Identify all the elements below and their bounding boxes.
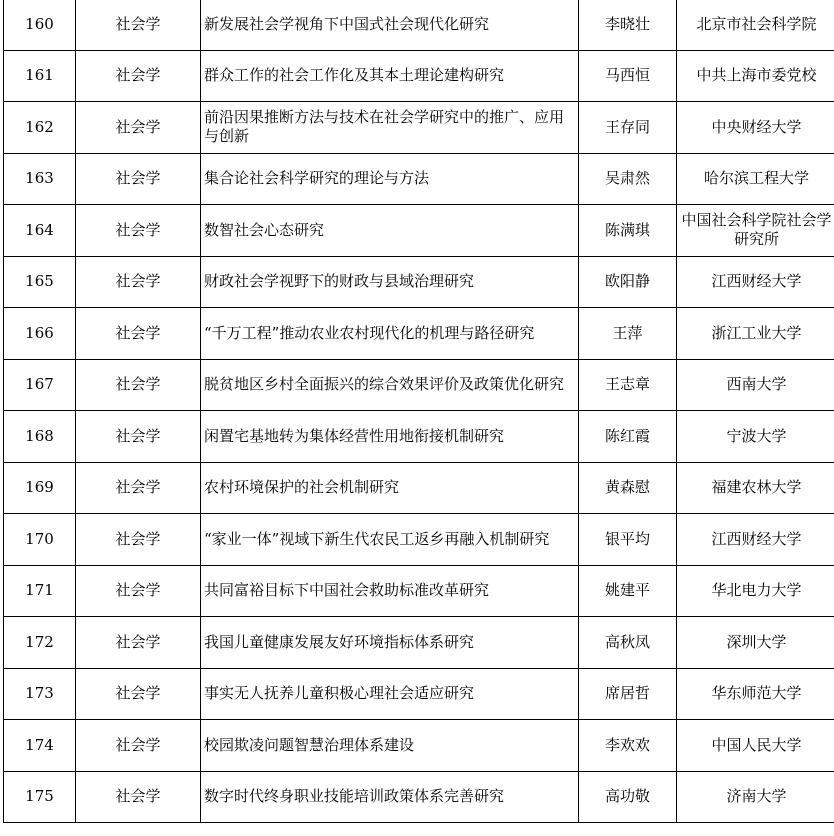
principal-investigator: 吴肃然 [604, 169, 650, 188]
discipline-cell [76, 359, 201, 411]
project-title-cell [201, 668, 579, 720]
discipline: 社会学 [115, 735, 161, 754]
institution-cell [677, 50, 834, 102]
institution-cell [677, 205, 834, 257]
row-number-cell [4, 771, 76, 823]
project-title: 新发展社会学视角下中国式社会现代化研究 [204, 14, 490, 33]
discipline-cell [76, 462, 201, 514]
project-title: 共同富裕目标下中国社会救助标准改革研究 [204, 581, 490, 600]
row-number: 164 [25, 220, 54, 239]
project-title: 群众工作的社会工作化及其本土理论建构研究 [204, 66, 505, 85]
principal-investigator: 王萍 [612, 323, 643, 342]
institution-cell [677, 0, 834, 50]
row-number: 168 [25, 426, 54, 445]
principal-investigator: 李晓壮 [604, 14, 650, 33]
principal-investigator-cell [579, 308, 677, 360]
project-title: 事实无人抚养儿童积极心理社会适应研究 [204, 684, 475, 703]
institution-cell [677, 668, 834, 720]
institution: 北京市社会科学院 [696, 14, 817, 33]
table-row [4, 308, 834, 360]
discipline-cell [76, 720, 201, 772]
institution-cell [677, 308, 834, 360]
row-number: 165 [25, 272, 54, 291]
table-row [4, 462, 834, 514]
principal-investigator: 欧阳静 [604, 272, 650, 291]
discipline: 社会学 [115, 272, 161, 291]
discipline: 社会学 [115, 169, 161, 188]
row-number: 166 [25, 323, 54, 342]
row-number-cell [4, 514, 76, 566]
institution: 哈尔滨工程大学 [703, 169, 809, 188]
institution-cell [677, 720, 834, 772]
row-number: 162 [25, 117, 54, 136]
institution-cell [677, 462, 834, 514]
row-number-cell [4, 50, 76, 102]
discipline-cell [76, 617, 201, 669]
table-row [4, 153, 834, 205]
principal-investigator: 陈满琪 [604, 220, 650, 239]
institution-cell [677, 153, 834, 205]
row-number: 161 [25, 66, 54, 85]
discipline: 社会学 [115, 787, 161, 806]
discipline-cell [76, 205, 201, 257]
principal-investigator-cell [579, 102, 677, 154]
principal-investigator-cell [579, 205, 677, 257]
row-number-cell [4, 0, 76, 50]
institution-cell [677, 102, 834, 154]
institution-cell [677, 411, 834, 463]
discipline-cell [76, 153, 201, 205]
institution: 济南大学 [726, 787, 787, 806]
principal-investigator-cell [579, 514, 677, 566]
principal-investigator: 王志章 [604, 375, 650, 394]
table-body [4, 0, 834, 823]
project-title-cell [201, 565, 579, 617]
row-number-cell [4, 462, 76, 514]
principal-investigator: 席居哲 [604, 684, 650, 703]
principal-investigator: 高功敬 [604, 787, 650, 806]
project-title: “千万工程”推动农业农村现代化的机理与路径研究 [204, 323, 535, 342]
table-row [4, 720, 834, 772]
project-title: 闲置宅基地转为集体经营性用地衔接机制研究 [204, 426, 505, 445]
principal-investigator: 马西恒 [604, 66, 650, 85]
principal-investigator-cell [579, 771, 677, 823]
row-number-cell [4, 565, 76, 617]
institution: 中国社会科学院社会学研究所 [681, 211, 832, 249]
project-title-cell [201, 771, 579, 823]
project-title: 数智社会心态研究 [204, 220, 325, 239]
discipline-cell [76, 565, 201, 617]
institution: 福建农林大学 [711, 478, 802, 497]
principal-investigator-cell [579, 153, 677, 205]
principal-investigator-cell [579, 668, 677, 720]
institution-cell [677, 565, 834, 617]
project-title-cell [201, 720, 579, 772]
principal-investigator-cell [579, 256, 677, 308]
table-row [4, 0, 834, 50]
row-number: 160 [25, 14, 54, 33]
project-title-cell [201, 462, 579, 514]
institution: 宁波大学 [726, 426, 787, 445]
project-title-cell [201, 153, 579, 205]
discipline: 社会学 [115, 66, 161, 85]
principal-investigator: 高秋凤 [604, 632, 650, 651]
row-number-cell [4, 411, 76, 463]
institution-cell [677, 771, 834, 823]
institution: 中央财经大学 [711, 117, 802, 136]
discipline: 社会学 [115, 220, 161, 239]
discipline-cell [76, 256, 201, 308]
project-title-cell [201, 514, 579, 566]
row-number-cell [4, 359, 76, 411]
project-title-cell [201, 102, 579, 154]
row-number: 174 [25, 735, 54, 754]
table-row [4, 102, 834, 154]
row-number: 171 [25, 581, 54, 600]
institution: 华北电力大学 [711, 581, 802, 600]
project-title-cell [201, 617, 579, 669]
institution: 深圳大学 [726, 632, 787, 651]
row-number-cell [4, 617, 76, 669]
table-row [4, 668, 834, 720]
discipline: 社会学 [115, 14, 161, 33]
row-number-cell [4, 720, 76, 772]
row-number-cell [4, 308, 76, 360]
discipline: 社会学 [115, 684, 161, 703]
principal-investigator-cell [579, 0, 677, 50]
principal-investigator: 黄森慰 [604, 478, 650, 497]
discipline-cell [76, 514, 201, 566]
discipline: 社会学 [115, 581, 161, 600]
project-title: 农村环境保护的社会机制研究 [204, 478, 400, 497]
row-number: 163 [25, 169, 54, 188]
table-row [4, 617, 834, 669]
discipline-cell [76, 668, 201, 720]
discipline-cell [76, 50, 201, 102]
discipline-cell [76, 0, 201, 50]
principal-investigator-cell [579, 50, 677, 102]
project-title: 脱贫地区乡村全面振兴的综合效果评价及政策优化研究 [204, 375, 565, 394]
project-title-cell [201, 256, 579, 308]
institution: 浙江工业大学 [711, 323, 802, 342]
institution: 华东师范大学 [711, 684, 802, 703]
discipline: 社会学 [115, 117, 161, 136]
institution-cell [677, 514, 834, 566]
project-title-cell [201, 359, 579, 411]
discipline-cell [76, 102, 201, 154]
principal-investigator-cell [579, 565, 677, 617]
project-title: 集合论社会科学研究的理论与方法 [204, 169, 430, 188]
project-title: “家业一体”视域下新生代农民工返乡再融入机制研究 [204, 529, 550, 548]
principal-investigator: 陈红霞 [604, 426, 650, 445]
project-title: 我国儿童健康发展友好环境指标体系研究 [204, 632, 475, 651]
project-title: 校园欺凌问题智慧治理体系建设 [204, 735, 415, 754]
institution-cell [677, 256, 834, 308]
row-number-cell [4, 668, 76, 720]
discipline-cell [76, 308, 201, 360]
institution: 中共上海市委党校 [696, 66, 817, 85]
principal-investigator: 王存同 [604, 117, 650, 136]
principal-investigator-cell [579, 617, 677, 669]
project-title-cell [201, 411, 579, 463]
discipline: 社会学 [115, 529, 161, 548]
discipline-cell [76, 771, 201, 823]
principal-investigator: 姚建平 [604, 581, 650, 600]
table-row [4, 771, 834, 823]
project-title-cell [201, 50, 579, 102]
institution-cell [677, 359, 834, 411]
project-title-cell [201, 0, 579, 50]
discipline-cell [76, 411, 201, 463]
project-title: 财政社会学视野下的财政与县域治理研究 [204, 272, 475, 291]
row-number-cell [4, 153, 76, 205]
row-number: 173 [25, 684, 54, 703]
principal-investigator: 李欢欢 [604, 735, 650, 754]
principal-investigator-cell [579, 720, 677, 772]
row-number: 175 [25, 787, 54, 806]
row-number: 170 [25, 529, 54, 548]
institution: 中国人民大学 [711, 735, 802, 754]
discipline: 社会学 [115, 478, 161, 497]
table-row [4, 205, 834, 257]
project-list-table [3, 0, 834, 823]
institution: 江西财经大学 [711, 529, 802, 548]
principal-investigator-cell [579, 462, 677, 514]
row-number-cell [4, 102, 76, 154]
table-row [4, 359, 834, 411]
project-title: 前沿因果推断方法与技术在社会学研究中的推广、应用与创新 [204, 108, 565, 146]
institution-cell [677, 617, 834, 669]
institution: 江西财经大学 [711, 272, 802, 291]
row-number: 167 [25, 375, 54, 394]
project-title: 数字时代终身职业技能培训政策体系完善研究 [204, 787, 505, 806]
row-number-cell [4, 205, 76, 257]
principal-investigator-cell [579, 359, 677, 411]
table-row [4, 50, 834, 102]
table-row [4, 411, 834, 463]
discipline: 社会学 [115, 375, 161, 394]
row-number: 169 [25, 478, 54, 497]
discipline: 社会学 [115, 323, 161, 342]
table-row [4, 514, 834, 566]
discipline: 社会学 [115, 426, 161, 445]
table-row [4, 565, 834, 617]
table-row [4, 256, 834, 308]
institution: 西南大学 [726, 375, 787, 394]
project-title-cell [201, 205, 579, 257]
principal-investigator-cell [579, 411, 677, 463]
project-title-cell [201, 308, 579, 360]
principal-investigator: 银平均 [604, 529, 650, 548]
row-number: 172 [25, 632, 54, 651]
discipline: 社会学 [115, 632, 161, 651]
row-number-cell [4, 256, 76, 308]
